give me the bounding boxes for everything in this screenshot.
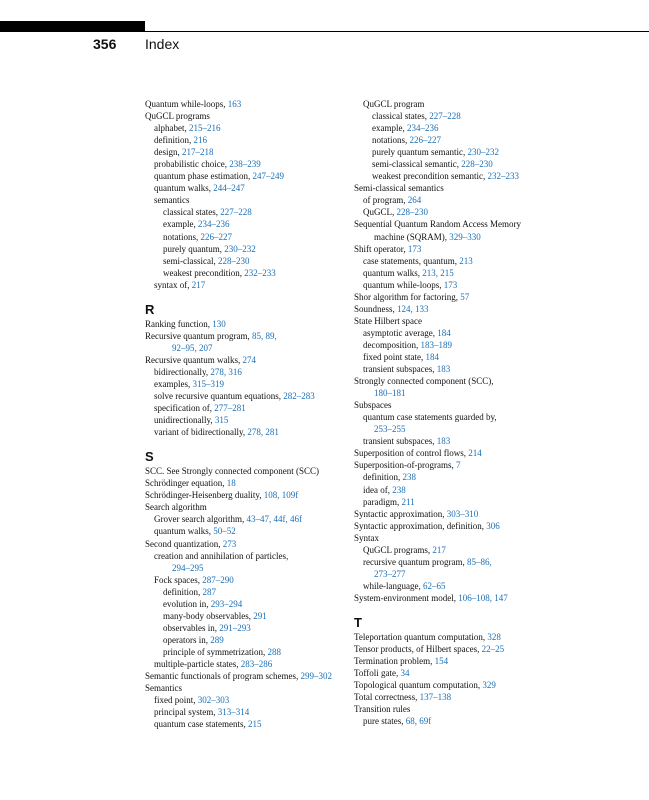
index-term: Superposition of control flows, bbox=[354, 448, 469, 459]
index-term: transient subspaces, bbox=[363, 436, 437, 447]
index-entry bbox=[145, 622, 370, 634]
index-term: evolution in, bbox=[163, 598, 211, 609]
index-entry bbox=[145, 255, 370, 267]
page-reference-link[interactable]: 247–249 bbox=[252, 171, 284, 182]
page-reference-link[interactable]: 226–227 bbox=[200, 231, 232, 242]
index-entry bbox=[354, 146, 594, 158]
index-entry bbox=[145, 477, 370, 489]
index-term: Soundness, bbox=[354, 303, 398, 314]
index-term: example, bbox=[163, 219, 198, 230]
index-term: SCC. See Strongly connected component (SCC) bbox=[145, 466, 319, 477]
index-term: definition, bbox=[154, 135, 194, 146]
page-reference-link[interactable]: 227–228 bbox=[429, 111, 461, 122]
index-entry bbox=[354, 279, 594, 291]
index-term: syntax of, bbox=[154, 279, 192, 290]
index-term: Grover search algorithm, bbox=[154, 514, 247, 525]
index-entry bbox=[145, 318, 370, 330]
page-reference-link[interactable]: 289 bbox=[210, 634, 224, 645]
index-term: Schrödinger-Heisenberg duality, bbox=[145, 490, 264, 501]
index-term: probabilistic choice, bbox=[154, 159, 230, 170]
index-entry bbox=[354, 703, 594, 715]
page-reference-link[interactable]: 106–108, 147 bbox=[458, 592, 508, 603]
index-term: machine (SQRAM), bbox=[374, 231, 450, 242]
index-entry bbox=[354, 544, 594, 556]
page-reference-link[interactable]: 92–95, 207 bbox=[172, 342, 213, 353]
page-reference-link[interactable]: 137–138 bbox=[419, 692, 452, 703]
index-term: QuGCL programs, bbox=[363, 544, 433, 555]
page-reference-link[interactable]: 68, 69f bbox=[405, 716, 432, 727]
page-reference-link[interactable]: 18 bbox=[226, 478, 236, 489]
index-entry bbox=[145, 194, 370, 206]
index-term: quantum case statements guarded by, bbox=[363, 412, 497, 423]
page-reference-link[interactable]: 217 bbox=[432, 544, 446, 555]
page-reference-link[interactable]: 278, 281 bbox=[247, 427, 279, 438]
index-term: design, bbox=[154, 147, 182, 158]
page-reference-link[interactable]: 288 bbox=[267, 646, 281, 657]
index-term: specification of, bbox=[154, 403, 215, 414]
page-reference-link[interactable]: 291–293 bbox=[219, 622, 251, 633]
index-entry bbox=[145, 718, 370, 730]
page-reference-link[interactable]: 315–319 bbox=[192, 378, 224, 389]
index-term: idea of, bbox=[363, 484, 393, 495]
index-entry bbox=[145, 658, 370, 670]
index-term: System-environment model, bbox=[354, 592, 459, 603]
index-entry bbox=[145, 267, 370, 279]
page-reference-link[interactable]: 180–181 bbox=[374, 388, 406, 399]
index-entry bbox=[145, 414, 370, 426]
page-reference-link[interactable]: 294–295 bbox=[172, 562, 204, 573]
index-entry bbox=[145, 586, 370, 598]
index-entry bbox=[354, 691, 594, 703]
page-reference-link[interactable]: 163 bbox=[227, 99, 242, 109]
page-reference-link[interactable]: 230–232 bbox=[224, 243, 256, 254]
page-reference-link[interactable]: 34 bbox=[400, 668, 410, 679]
page-reference-link[interactable]: 274 bbox=[242, 354, 256, 365]
page-reference-link[interactable]: 273–277 bbox=[374, 568, 406, 579]
index-term: solve recursive quantum equations, bbox=[154, 391, 284, 402]
page-reference-link[interactable]: 215 bbox=[247, 719, 262, 730]
index-entry bbox=[145, 574, 370, 586]
index-term: multiple-particle states, bbox=[154, 658, 241, 669]
page-reference-link[interactable]: 238 bbox=[402, 472, 416, 483]
index-entry bbox=[354, 339, 594, 351]
index-entry bbox=[354, 387, 594, 399]
index-entry bbox=[145, 366, 370, 378]
index-term: Semantic functionals of program schemes, bbox=[145, 671, 301, 682]
page-reference-link[interactable]: 328 bbox=[487, 631, 501, 642]
page-reference-link[interactable]: 302–303 bbox=[197, 695, 230, 706]
index-entry bbox=[145, 634, 370, 646]
index-term: Semantics bbox=[145, 683, 182, 694]
page-reference-link[interactable]: 213, 215 bbox=[422, 267, 454, 278]
index-entry bbox=[354, 508, 594, 520]
index-column-right bbox=[354, 98, 594, 727]
index-entry bbox=[145, 378, 370, 390]
index-entry bbox=[354, 110, 594, 122]
index-entry bbox=[145, 610, 370, 622]
page-reference-link[interactable]: 234–236 bbox=[198, 219, 230, 230]
page-reference-link[interactable]: 22–25 bbox=[481, 644, 505, 655]
page-reference-link[interactable]: 85–86, bbox=[466, 556, 492, 567]
page-reference-link[interactable]: 253–255 bbox=[374, 424, 406, 435]
index-entry bbox=[354, 423, 594, 435]
index-term: Total correctness, bbox=[354, 692, 420, 703]
index-term: creation and annihilation of particles, bbox=[154, 550, 289, 561]
index-entry bbox=[354, 679, 594, 691]
page-reference-link[interactable]: 299–302 bbox=[300, 671, 332, 682]
index-entry bbox=[354, 592, 594, 604]
index-term: Syntactic approximation, bbox=[354, 508, 447, 519]
index-entry bbox=[354, 459, 594, 471]
page-reference-link[interactable]: 62–65 bbox=[422, 580, 446, 591]
index-entry bbox=[145, 706, 370, 718]
index-entry bbox=[354, 631, 594, 643]
index-entry bbox=[145, 342, 370, 354]
page-reference-link[interactable]: 57 bbox=[460, 291, 470, 302]
index-entry bbox=[354, 399, 594, 411]
index-entry bbox=[354, 255, 594, 267]
page-reference-link[interactable]: 184 bbox=[437, 327, 451, 338]
index-section-letter: R bbox=[145, 301, 155, 317]
index-term: quantum walks, bbox=[154, 183, 214, 194]
index-entry bbox=[145, 231, 370, 243]
page-reference-link[interactable]: 282–283 bbox=[283, 391, 315, 402]
index-entry bbox=[145, 670, 370, 682]
index-entry bbox=[145, 98, 370, 110]
index-term: Recursive quantum walks, bbox=[145, 354, 243, 365]
index-entry bbox=[354, 98, 594, 110]
page-reference-link[interactable]: 217 bbox=[191, 279, 206, 290]
index-entry bbox=[354, 520, 594, 532]
index-term: Semi-classical semantics bbox=[354, 183, 444, 194]
index-entry bbox=[354, 667, 594, 679]
page-reference-link[interactable]: 264 bbox=[407, 195, 422, 206]
index-entry bbox=[354, 194, 594, 206]
index-entry bbox=[354, 158, 594, 170]
index-entry bbox=[354, 206, 594, 218]
index-entry bbox=[145, 158, 370, 170]
index-term: while-language, bbox=[363, 580, 423, 591]
index-term: definition, bbox=[363, 472, 403, 483]
index-term: observables in, bbox=[163, 622, 220, 633]
page-reference-link[interactable]: 154 bbox=[434, 656, 449, 667]
index-term: notations, bbox=[372, 135, 410, 146]
page-reference-link[interactable]: 291 bbox=[253, 610, 267, 621]
index-term: Fock spaces, bbox=[154, 574, 203, 585]
page-reference-link[interactable]: 183 bbox=[436, 364, 451, 375]
index-term: Teleportation quantum computation, bbox=[354, 631, 488, 642]
index-entry bbox=[145, 598, 370, 610]
index-term: Syntax bbox=[354, 532, 380, 543]
index-term: pure states, bbox=[363, 716, 406, 727]
index-entry bbox=[145, 525, 370, 537]
page-reference-link[interactable]: 183–189 bbox=[420, 339, 452, 350]
index-entry bbox=[354, 243, 594, 255]
page-reference-link[interactable]: 173 bbox=[443, 279, 458, 290]
index-entry bbox=[354, 134, 594, 146]
page-reference-link[interactable]: 228–230 bbox=[217, 255, 250, 266]
index-entry bbox=[354, 291, 594, 303]
page-reference-link[interactable]: 108, 109f bbox=[263, 490, 299, 501]
index-term: Sequential Quantum Random Access Memory bbox=[354, 219, 521, 230]
index-entry bbox=[354, 327, 594, 339]
index-term: State Hilbert space bbox=[354, 315, 422, 326]
index-term: Syntactic approximation, definition, bbox=[354, 520, 487, 531]
index-term: quantum case statements, bbox=[154, 719, 248, 730]
index-term: purely quantum semantic, bbox=[372, 147, 468, 158]
page-reference-link[interactable]: 85, 89, bbox=[251, 330, 277, 341]
index-section-letter: T bbox=[354, 614, 362, 630]
index-term: Strongly connected component (SCC), bbox=[354, 376, 494, 387]
page-reference-link[interactable]: 217–218 bbox=[182, 147, 214, 158]
index-entry bbox=[354, 182, 594, 194]
index-entry bbox=[145, 538, 370, 550]
page-reference-link[interactable]: 283–286 bbox=[240, 658, 273, 669]
page-reference-link[interactable]: 226–227 bbox=[409, 135, 441, 146]
page-reference-link[interactable]: 287 bbox=[202, 586, 216, 597]
index-entry bbox=[354, 556, 594, 568]
index-entry bbox=[354, 170, 594, 182]
index-entry bbox=[145, 465, 370, 477]
index-entry bbox=[145, 390, 370, 402]
index-entry bbox=[354, 351, 594, 363]
index-entry bbox=[145, 206, 370, 218]
index-term: Tensor products, of Hilbert spaces, bbox=[354, 644, 482, 655]
index-entry bbox=[145, 646, 370, 658]
index-term: fixed point, bbox=[154, 695, 198, 706]
index-entry bbox=[354, 447, 594, 459]
page-reference-link[interactable]: 329–330 bbox=[449, 231, 481, 242]
page-reference-link[interactable]: 232–233 bbox=[244, 267, 276, 278]
index-term: example, bbox=[372, 123, 407, 134]
index-column-left bbox=[145, 98, 370, 730]
page-reference-link[interactable]: 287–290 bbox=[202, 574, 234, 585]
index-entry bbox=[145, 330, 370, 342]
index-entry bbox=[145, 550, 370, 562]
index-entry bbox=[354, 363, 594, 375]
index-entry bbox=[145, 122, 370, 134]
page-reference-link[interactable]: 215–216 bbox=[189, 123, 221, 134]
index-entry bbox=[145, 682, 370, 694]
header-rule bbox=[145, 31, 649, 32]
page-reference-link[interactable]: 184 bbox=[425, 351, 439, 362]
page-reference-link[interactable]: 278, 316 bbox=[210, 366, 242, 377]
index-term: weakest precondition semantic, bbox=[372, 171, 488, 182]
index-entry bbox=[354, 303, 594, 315]
index-term: Schrödinger equation, bbox=[145, 478, 227, 489]
index-entry bbox=[145, 170, 370, 182]
index-entry bbox=[354, 580, 594, 592]
index-entry bbox=[145, 513, 370, 525]
index-term: variant of bidirectionally, bbox=[154, 427, 248, 438]
index-term: case statements, quantum, bbox=[363, 255, 460, 266]
index-term: QuGCL programs bbox=[145, 111, 210, 122]
page-reference-link[interactable]: 130 bbox=[212, 318, 226, 329]
index-term: Search algorithm bbox=[145, 502, 207, 513]
index-term: operators in, bbox=[163, 634, 211, 645]
index-term: Ranking function, bbox=[145, 318, 213, 329]
page-reference-link[interactable]: 244–247 bbox=[213, 183, 245, 194]
index-term: unidirectionally, bbox=[154, 415, 215, 426]
index-entry bbox=[354, 315, 594, 327]
index-entry bbox=[145, 501, 370, 513]
index-term: decomposition, bbox=[363, 339, 421, 350]
index-term: classical states, bbox=[163, 207, 221, 218]
index-term: asymptotic average, bbox=[363, 327, 438, 338]
index-term: quantum walks, bbox=[154, 526, 214, 537]
index-term: weakest precondition, bbox=[163, 267, 245, 278]
running-head: Index bbox=[145, 36, 180, 52]
index-term: bidirectionally, bbox=[154, 366, 211, 377]
page-reference-link[interactable]: 173 bbox=[407, 243, 422, 254]
page-reference-link[interactable]: 211 bbox=[401, 496, 415, 507]
index-term: recursive quantum program, bbox=[363, 556, 467, 567]
index-term: quantum walks, bbox=[363, 267, 423, 278]
index-entry bbox=[145, 426, 370, 438]
index-term: Toffoli gate, bbox=[354, 668, 401, 679]
index-entry bbox=[145, 489, 370, 501]
page-reference-link[interactable]: 43–47, 44f, 46f bbox=[246, 514, 302, 525]
index-entry bbox=[145, 110, 370, 122]
index-entry bbox=[145, 134, 370, 146]
index-entry bbox=[354, 435, 594, 447]
page-reference-link[interactable]: 228–230 bbox=[396, 207, 428, 218]
index-term: Superposition-of-programs, bbox=[354, 460, 456, 471]
index-term: of program, bbox=[363, 195, 408, 206]
index-term: alphabet, bbox=[154, 123, 189, 134]
page-reference-link[interactable]: 216 bbox=[193, 135, 207, 146]
index-entry bbox=[354, 496, 594, 508]
page-reference-link[interactable]: 277–281 bbox=[214, 403, 246, 414]
page-reference-link[interactable]: 313–314 bbox=[217, 707, 250, 718]
index-entry bbox=[354, 532, 594, 544]
page-reference-link[interactable]: 306 bbox=[486, 520, 500, 531]
page-reference-link[interactable]: 183 bbox=[436, 436, 451, 447]
index-term: examples, bbox=[154, 378, 193, 389]
index-entry bbox=[354, 715, 594, 727]
page-reference-link[interactable]: 232–233 bbox=[487, 171, 519, 182]
header-black-bar bbox=[0, 21, 145, 32]
index-term: quantum phase estimation, bbox=[154, 171, 253, 182]
index-term: Shor algorithm for factoring, bbox=[354, 291, 461, 302]
index-term: Quantum while-loops, bbox=[145, 99, 228, 109]
page-reference-link[interactable]: 234–236 bbox=[407, 123, 439, 134]
index-term: Recursive quantum program, bbox=[145, 330, 252, 341]
index-term: Transition rules bbox=[354, 704, 411, 715]
page-reference-link[interactable]: 227–228 bbox=[220, 207, 252, 218]
page-reference-link[interactable]: 238 bbox=[392, 484, 406, 495]
page-reference-link[interactable]: 315 bbox=[214, 415, 229, 426]
index-entry bbox=[354, 122, 594, 134]
index-entry bbox=[145, 354, 370, 366]
index-term: purely quantum, bbox=[163, 243, 225, 254]
page-reference-link[interactable]: 228–230 bbox=[461, 159, 493, 170]
page-reference-link[interactable]: 214 bbox=[468, 448, 482, 459]
index-term: paradigm, bbox=[363, 496, 402, 507]
index-entry bbox=[145, 279, 370, 291]
index-term: Subspaces bbox=[354, 400, 392, 411]
index-entry bbox=[354, 643, 594, 655]
page-reference-link[interactable]: 7 bbox=[455, 460, 461, 471]
page-reference-link[interactable]: 329 bbox=[482, 680, 496, 691]
index-term: principle of symmetrization, bbox=[163, 646, 268, 657]
index-entry bbox=[145, 146, 370, 158]
page-number: 356 bbox=[93, 36, 117, 52]
index-term: Shift operator, bbox=[354, 243, 408, 254]
index-entry bbox=[145, 402, 370, 414]
index-term: QuGCL program bbox=[363, 99, 425, 109]
index-term: semantics bbox=[154, 195, 190, 206]
index-term: QuGCL, bbox=[363, 207, 397, 218]
index-entry bbox=[145, 562, 370, 574]
index-term: quantum while-loops, bbox=[363, 279, 444, 290]
index-term: semi-classical, bbox=[163, 255, 218, 266]
page-reference-link[interactable]: 293–294 bbox=[210, 598, 243, 609]
index-entry bbox=[145, 243, 370, 255]
index-entry bbox=[354, 655, 594, 667]
index-term: classical states, bbox=[372, 111, 430, 122]
page-reference-link[interactable]: 273 bbox=[222, 538, 237, 549]
index-entry bbox=[145, 694, 370, 706]
page-reference-link[interactable]: 213 bbox=[459, 255, 473, 266]
index-term: definition, bbox=[163, 586, 203, 597]
index-entry bbox=[354, 375, 594, 387]
index-term: principal system, bbox=[154, 707, 218, 718]
page-reference-link[interactable]: 124, 133 bbox=[397, 303, 429, 314]
index-term: transient subspaces, bbox=[363, 364, 437, 375]
index-term: Second quantization, bbox=[145, 538, 223, 549]
page-reference-link[interactable]: 230–232 bbox=[467, 147, 499, 158]
index-entry bbox=[354, 411, 594, 423]
index-term: notations, bbox=[163, 231, 201, 242]
index-section-letter: S bbox=[145, 449, 154, 465]
index-entry bbox=[354, 267, 594, 279]
page-reference-link[interactable]: 238–239 bbox=[229, 159, 261, 170]
index-entry bbox=[354, 231, 594, 243]
page-reference-link[interactable]: 303–310 bbox=[446, 508, 479, 519]
index-term: semi-classical semantic, bbox=[372, 159, 462, 170]
index-term: fixed point state, bbox=[363, 351, 426, 362]
index-entry bbox=[354, 471, 594, 483]
index-term: Termination problem, bbox=[354, 656, 435, 667]
index-entry bbox=[354, 484, 594, 496]
page-reference-link[interactable]: 50–52 bbox=[213, 526, 236, 537]
index-term: Topological quantum computation, bbox=[354, 680, 483, 691]
index-term: many-body observables, bbox=[163, 610, 254, 621]
index-entry bbox=[145, 182, 370, 194]
index-entry bbox=[145, 218, 370, 230]
index-entry bbox=[354, 568, 594, 580]
index-entry bbox=[354, 218, 594, 230]
